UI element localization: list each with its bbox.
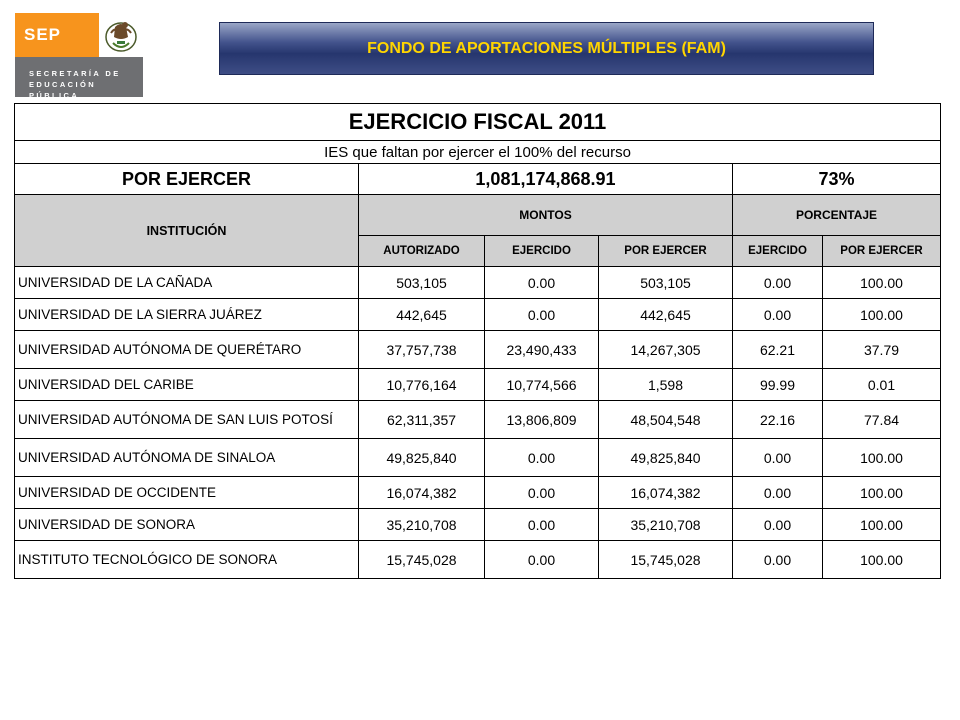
header-institucion: INSTITUCIÓN (15, 195, 359, 267)
title-row (15, 104, 941, 141)
table-row (15, 267, 941, 299)
header-montos: MONTOS (359, 195, 733, 236)
cell-pct-por-ejercer: 37.79 (823, 331, 941, 369)
cell-institucion: INSTITUTO TECNOLÓGICO DE SONORA (15, 541, 359, 579)
cell-institucion: UNIVERSIDAD DE SONORA (15, 509, 359, 541)
logo-top (15, 13, 143, 57)
cell-autorizado: 16,074,382 (359, 477, 485, 509)
cell-ejercido: 0.00 (485, 439, 599, 477)
cell-por-ejercer: 503,105 (599, 267, 733, 299)
cell-pct-ejercido: 0.00 (733, 541, 823, 579)
header-row-1 (15, 195, 941, 236)
cell-por-ejercer: 14,267,305 (599, 331, 733, 369)
cell-autorizado: 35,210,708 (359, 509, 485, 541)
total-percent: 73% (733, 164, 941, 195)
cell-autorizado: 503,105 (359, 267, 485, 299)
cell-pct-por-ejercer: 100.00 (823, 509, 941, 541)
table-row (15, 477, 941, 509)
cell-ejercido: 0.00 (485, 267, 599, 299)
cell-institucion: UNIVERSIDAD AUTÓNOMA DE SINALOA (15, 439, 359, 477)
cell-por-ejercer: 35,210,708 (599, 509, 733, 541)
cell-autorizado: 37,757,738 (359, 331, 485, 369)
cell-pct-ejercido: 22.16 (733, 401, 823, 439)
cell-ejercido: 10,774,566 (485, 369, 599, 401)
table-body (15, 267, 941, 579)
table-row (15, 369, 941, 401)
cell-autorizado: 10,776,164 (359, 369, 485, 401)
header-pct-por-ejercer: POR EJERCER (823, 236, 941, 267)
mexican-eagle-seal-icon (99, 13, 143, 57)
cell-pct-ejercido: 0.00 (733, 267, 823, 299)
cell-pct-ejercido: 0.00 (733, 299, 823, 331)
cell-pct-ejercido: 0.00 (733, 477, 823, 509)
cell-autorizado: 15,745,028 (359, 541, 485, 579)
logo-caption (29, 68, 143, 101)
banner-title: FONDO DE APORTACIONES MÚLTIPLES (FAM) (367, 39, 726, 57)
cell-autorizado: 62,311,357 (359, 401, 485, 439)
cell-pct-ejercido: 0.00 (733, 509, 823, 541)
logo-brand-block (15, 13, 99, 57)
cell-institucion: UNIVERSIDAD DE LA SIERRA JUÁREZ (15, 299, 359, 331)
cell-ejercido: 13,806,809 (485, 401, 599, 439)
cell-pct-por-ejercer: 77.84 (823, 401, 941, 439)
total-row (15, 164, 941, 195)
table-row (15, 439, 941, 477)
header-porcentaje: PORCENTAJE (733, 195, 941, 236)
total-amount: 1,081,174,868.91 (359, 164, 733, 195)
table-title: EJERCICIO FISCAL 2011 (15, 104, 941, 141)
table-row (15, 331, 941, 369)
header-por-ejercer: POR EJERCER (599, 236, 733, 267)
cell-por-ejercer: 48,504,548 (599, 401, 733, 439)
cell-institucion: UNIVERSIDAD AUTÓNOMA DE QUERÉTARO (15, 331, 359, 369)
table-subtitle: IES que faltan por ejercer el 100% del recurso (15, 141, 941, 164)
cell-ejercido: 0.00 (485, 509, 599, 541)
cell-institucion: UNIVERSIDAD DE OCCIDENTE (15, 477, 359, 509)
sep-logo (15, 13, 143, 100)
table-row (15, 299, 941, 331)
cell-pct-ejercido: 99.99 (733, 369, 823, 401)
cell-pct-ejercido: 62.21 (733, 331, 823, 369)
header-ejercido: EJERCIDO (485, 236, 599, 267)
cell-institucion: UNIVERSIDAD DEL CARIBE (15, 369, 359, 401)
total-label: POR EJERCER (15, 164, 359, 195)
cell-por-ejercer: 15,745,028 (599, 541, 733, 579)
logo-caption-line2: EDUCACIÓN PÚBLICA (29, 80, 97, 100)
table-row (15, 401, 941, 439)
cell-autorizado: 49,825,840 (359, 439, 485, 477)
cell-ejercido: 0.00 (485, 299, 599, 331)
cell-pct-por-ejercer: 100.00 (823, 439, 941, 477)
cell-por-ejercer: 49,825,840 (599, 439, 733, 477)
cell-pct-por-ejercer: 100.00 (823, 541, 941, 579)
table-row (15, 541, 941, 579)
fam-table (14, 103, 941, 579)
cell-por-ejercer: 16,074,382 (599, 477, 733, 509)
cell-pct-ejercido: 0.00 (733, 439, 823, 477)
cell-institucion: UNIVERSIDAD DE LA CAÑADA (15, 267, 359, 299)
cell-pct-por-ejercer: 100.00 (823, 477, 941, 509)
cell-por-ejercer: 1,598 (599, 369, 733, 401)
cell-pct-por-ejercer: 0.01 (823, 369, 941, 401)
header-autorizado: AUTORIZADO (359, 236, 485, 267)
cell-pct-por-ejercer: 100.00 (823, 267, 941, 299)
table-row (15, 509, 941, 541)
cell-ejercido: 0.00 (485, 477, 599, 509)
cell-ejercido: 0.00 (485, 541, 599, 579)
title-banner (219, 22, 874, 75)
cell-pct-por-ejercer: 100.00 (823, 299, 941, 331)
cell-ejercido: 23,490,433 (485, 331, 599, 369)
header-pct-ejercido: EJERCIDO (733, 236, 823, 267)
subtitle-row (15, 141, 941, 164)
cell-por-ejercer: 442,645 (599, 299, 733, 331)
logo-brand-text: SEP (24, 25, 62, 44)
cell-autorizado: 442,645 (359, 299, 485, 331)
logo-caption-line1: SECRETARÍA DE (29, 69, 121, 78)
cell-institucion: UNIVERSIDAD AUTÓNOMA DE SAN LUIS POTOSÍ (15, 401, 359, 439)
